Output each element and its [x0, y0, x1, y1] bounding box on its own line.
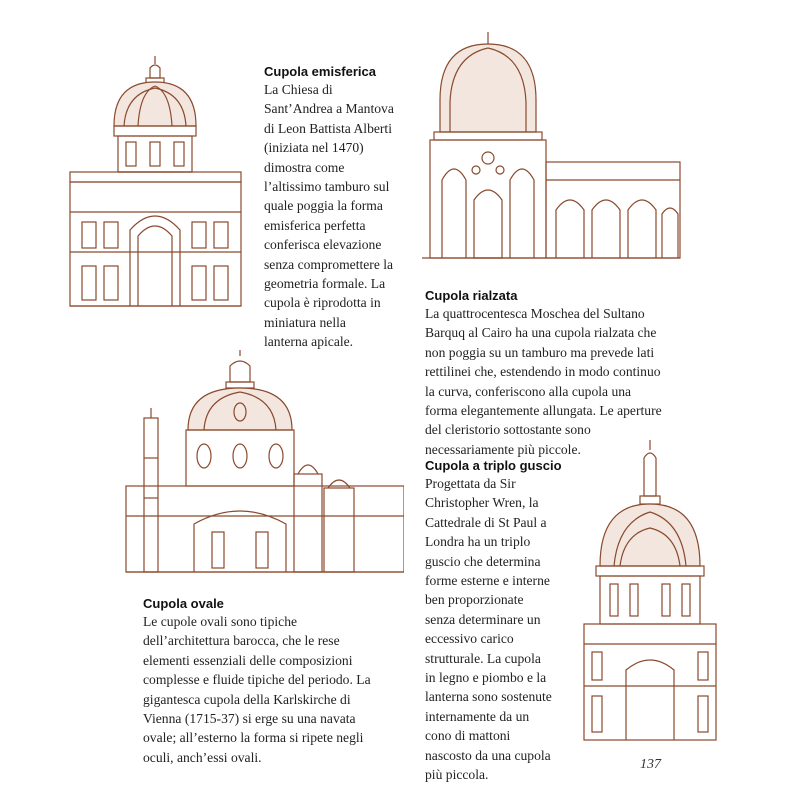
- body-line: lanterna apicale.: [264, 334, 354, 350]
- body-line: conferisca elevazione: [264, 237, 382, 253]
- body-line: geometria formale. La: [264, 276, 386, 292]
- section-heading: Cupola rialzata: [425, 288, 518, 303]
- section-cupola-triplo-guscio: [425, 457, 600, 785]
- body-line: elementi essenziali delle composizioni: [143, 652, 353, 668]
- section-cupola-ovale: [143, 595, 433, 767]
- body-line: ovale; all’esterno la forma si ripete negli: [143, 730, 364, 746]
- body-line: forme esterne e interne: [425, 573, 550, 589]
- section-cupola-emisferica: [264, 63, 434, 352]
- body-line: in legno e piombo e la: [425, 670, 547, 686]
- body-line: nascosto da una cupola: [425, 747, 551, 763]
- body-line: Le cupole ovali sono tipiche: [143, 614, 298, 629]
- body-line: La Chiesa di: [264, 82, 333, 97]
- page-number: 137: [640, 757, 661, 772]
- body-line: di Leon Battista Alberti: [264, 120, 392, 136]
- illustration-moschea-barquq: [420, 30, 682, 262]
- body-line: l’altissimo tamburo sul: [264, 179, 390, 195]
- body-line: cupola è riprodotta in: [264, 295, 381, 311]
- body-line: senza compromettere la: [264, 256, 394, 272]
- body-line: ben proporzionate: [425, 592, 524, 608]
- body-line: eccessivo carico: [425, 631, 514, 647]
- body-line: Londra ha un triplo: [425, 534, 531, 550]
- body-line: senza determinare un: [425, 611, 541, 627]
- illustration-st-paul: [580, 438, 720, 744]
- body-line: La quattrocentesca Moschea del Sultano: [425, 306, 645, 321]
- body-line: dell’architettura barocca, che le rese: [143, 633, 340, 649]
- body-line: Sant’Andrea a Mantova: [264, 101, 394, 117]
- body-line: rettilinei che, estendendo in modo continuo: [425, 364, 661, 380]
- section-heading: Cupola ovale: [143, 596, 224, 611]
- body-line: Vienna (1715-37) si erge su una navata: [143, 711, 356, 727]
- section-body: [425, 474, 600, 785]
- body-line: la curva, conferiscono alla cupola una: [425, 383, 632, 399]
- body-line: più piccola.: [425, 767, 489, 783]
- body-line: complesse e fluide tipiche del periodo. La: [143, 672, 371, 688]
- body-line: miniatura nella: [264, 314, 346, 330]
- body-line: internamente da un: [425, 708, 530, 724]
- body-line: Barquq al Cairo ha una cupola rialzata che: [425, 325, 657, 341]
- body-line: lanterna sono sostenute: [425, 689, 552, 705]
- body-line: cono di mattoni: [425, 728, 511, 744]
- body-line: del cleristorio sottostante sono: [425, 422, 591, 438]
- section-cupola-rialzata: [425, 287, 725, 459]
- section-body: [143, 612, 433, 767]
- body-line: emisferica perfetta: [264, 217, 366, 233]
- body-line: guscio che determina: [425, 553, 541, 569]
- body-line: Christopher Wren, la: [425, 495, 539, 511]
- body-line: non poggia su un tamburo ma prevede lati: [425, 344, 655, 360]
- section-body: [264, 80, 434, 352]
- body-line: quale poggia la forma: [264, 198, 383, 214]
- body-line: forma elegantemente allungata. Le aperture: [425, 403, 662, 419]
- body-line: strutturale. La cupola: [425, 650, 541, 666]
- body-line: necessariamente più piccole.: [425, 441, 581, 457]
- body-line: Cattedrale di St Paul a: [425, 514, 547, 530]
- illustration-karlskirche: [124, 348, 404, 578]
- body-line: oculi, anch’essi ovali.: [143, 749, 262, 765]
- body-line: (iniziata nel 1470): [264, 140, 364, 156]
- body-line: gigantesca cupola della Karlskirche di: [143, 691, 351, 707]
- section-heading: Cupola a triplo guscio: [425, 458, 562, 473]
- body-line: dimostra come: [264, 159, 345, 175]
- illustration-sant-andrea: [68, 52, 243, 310]
- body-line: Progettata da Sir: [425, 476, 516, 491]
- section-heading: Cupola emisferica: [264, 64, 376, 79]
- section-body: [425, 304, 725, 459]
